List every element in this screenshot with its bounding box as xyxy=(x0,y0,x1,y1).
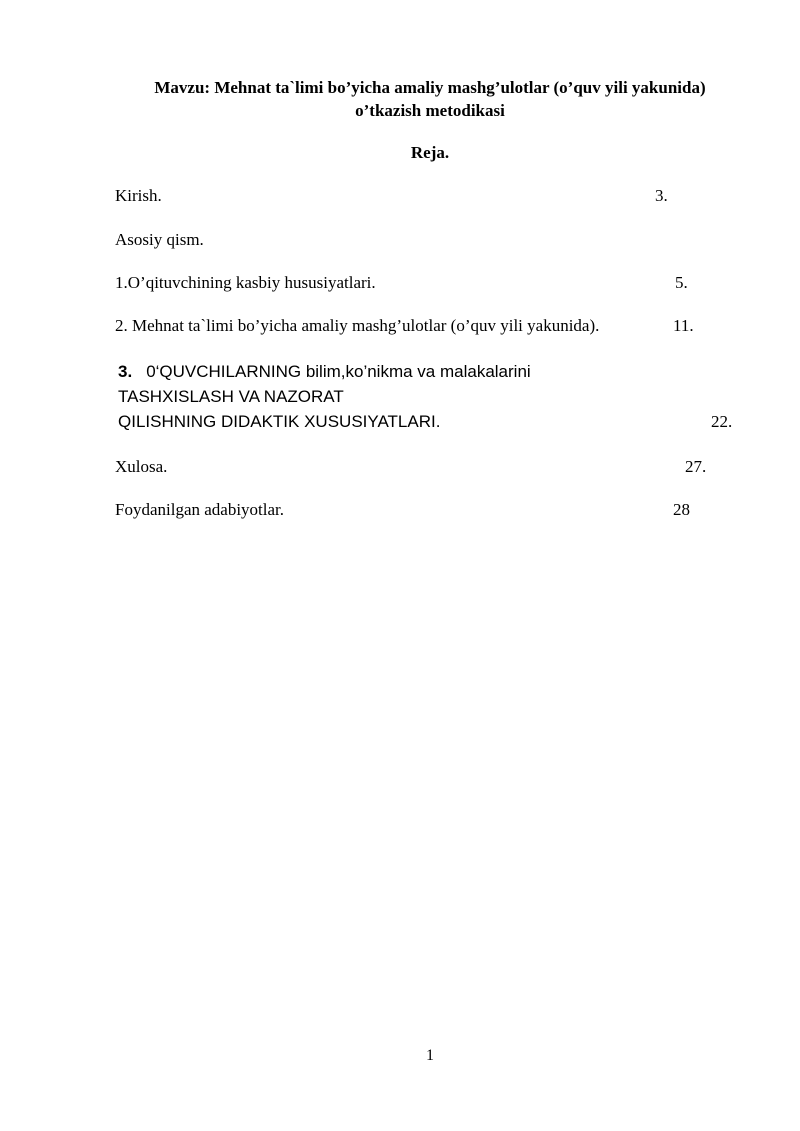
toc-item-3-line-3: QILISHNING DIDAKTIK XUSUSIYATLARI. xyxy=(118,412,441,431)
toc-item-3-text-line-1: 0‘QUVCHILARNING bilim,ko’nikma va malakalarini xyxy=(146,362,531,381)
toc-item-3-number: 3. xyxy=(118,362,133,381)
toc-item-1: 1.O’qituvchining kasbiy hususiyatlari. xyxy=(115,273,376,292)
toc-item-conclusion: Xulosa. xyxy=(115,457,168,476)
toc-item-3-line-1 xyxy=(118,361,531,383)
toc-page-1: 5. xyxy=(675,273,688,292)
toc-page-introduction: 3. xyxy=(655,186,668,205)
toc-item-main-part: Asosiy qism. xyxy=(115,230,204,249)
document-title xyxy=(100,76,760,122)
toc-item-3-line-2: TASHXISLASH VA NAZORAT xyxy=(118,387,344,406)
toc-item-references: Foydanilgan adabiyotlar. xyxy=(115,500,285,519)
toc-page-2: 11. xyxy=(673,316,694,335)
toc-page-3: 22. xyxy=(711,412,733,431)
toc-page-conclusion: 27. xyxy=(685,457,707,476)
toc-page-references: 28 xyxy=(673,500,690,519)
page-number: 1 xyxy=(426,1047,434,1064)
title-line-2: o’tkazish metodikasi xyxy=(355,101,505,120)
title-line-1: Mavzu: Mehnat ta`limi bo’yicha amaliy mashg’ulotlar (o’quv yili yakunida) xyxy=(154,78,706,97)
toc-item-2: 2. Mehnat ta`limi bo’yicha amaliy mashg’ulotlar (o’quv yili yakunida). xyxy=(115,316,600,335)
toc-item-introduction: Kirish. xyxy=(115,186,162,205)
plan-heading: Reja. xyxy=(410,143,450,162)
